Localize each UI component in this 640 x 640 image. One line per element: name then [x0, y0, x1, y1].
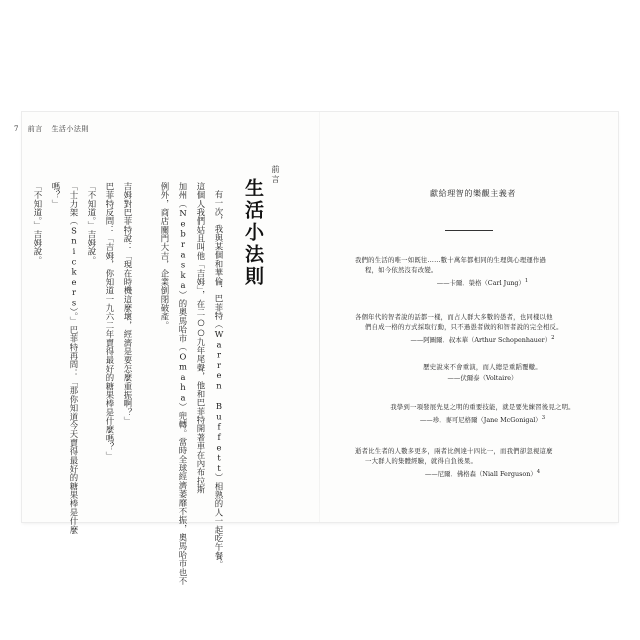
quote-line: 程，如今依然沒有改變。 — [365, 266, 438, 274]
attribution-text: ——珍．麥可尼格爾（Jane McGonigal） — [419, 416, 542, 425]
quote-line: 們自成一格的方式採取行動，只不過愚者做的和智者說的完全相反。 — [365, 323, 563, 331]
attribution-text: ——卡爾．榮格（Carl Jung） — [436, 279, 525, 288]
body-column: 巴菲特反問：「吉姆，你知道一九六二年賣得最好的糖果棒是什麼嗎？」 — [105, 182, 115, 461]
body-column: 吉姆對巴菲特說：「現在時機這麼壞，經濟是要怎麼重振啊？」 — [123, 182, 133, 426]
footnote-mark: 3 — [541, 415, 546, 421]
quote-line: 我們的生活的唯一如既往……數十萬年都相同的生理與心理運作過 — [355, 256, 547, 264]
quote-line: 我學到一項發展先見之明的重要技能，就是要先練習後見之明。 — [390, 403, 575, 411]
quote-attribution — [355, 467, 610, 479]
quote-line: 逝者比生者的人數多更多，兩者比例達十四比一，而我們卻忽視這麼 — [355, 447, 553, 455]
dedication: 獻給理智的樂觀主義者 — [430, 189, 516, 198]
attribution-text: ——尼爾．佛格森（Niall Ferguson） — [424, 470, 537, 479]
body-column: 「不知道。」吉姆說。 — [87, 182, 97, 265]
body-column: 加州（Nebraska）的奧馬哈市（Omaha）兜轉。當時全球經濟萎靡不振，奧馬哈市也不 — [178, 182, 188, 586]
body-column: 嗎？」 — [51, 182, 61, 209]
quote-line: 一大群人的集體經驗，就得自負後果。 — [365, 457, 478, 465]
book-gutter — [319, 112, 320, 522]
divider-rule — [445, 230, 493, 231]
quote-attribution — [355, 333, 610, 345]
epigraph-quote — [355, 402, 610, 425]
running-head-chapter: 生活小法則 — [51, 125, 89, 133]
running-head-section: 前言 — [27, 125, 43, 133]
quote-attribution — [355, 413, 610, 425]
quote-attribution — [355, 373, 610, 383]
attribution-text: ——伏爾泰（Voltaire） — [447, 374, 518, 382]
body-column: 有一次，我與某個和華倫．巴菲特（Warren Buffett）相熟的人一起吃午餐。 — [214, 190, 224, 569]
quote-attribution — [355, 276, 610, 288]
epigraph-quote — [355, 446, 610, 479]
chapter-title: 生活小法則 — [242, 178, 264, 288]
epigraph-quote — [355, 362, 610, 383]
attribution-text: ——阿圖爾．叔本華（Arthur Schopenhauer） — [410, 336, 552, 345]
body-column: 這個人我們姑且叫他「吉姆」，在二○○九年尾聲，他和巴菲特開著車在內布拉斯 — [196, 182, 206, 494]
running-head — [14, 124, 95, 134]
chapter-label: 前言 — [271, 165, 280, 185]
body-column: 例外，商店關門大吉，企業倒閉破產。 — [160, 182, 170, 330]
footnote-mark: 2 — [551, 335, 555, 341]
quote-line: 歷史說來不會重演，而人總是重蹈覆轍。 — [423, 363, 542, 371]
epigraph-quote — [355, 255, 610, 288]
page-number: 7 — [14, 125, 19, 133]
quote-line: 各個年代的智者說的話都一樣，而占人群大多數的愚者，也同樣以他 — [355, 313, 553, 321]
epigraph-quote — [355, 312, 610, 345]
body-column: 「士力架（Snickers）。」巴菲特再問：「那你知道今天賣得最好的糖果棒是什麼 — [69, 182, 79, 535]
footnote-mark: 4 — [536, 469, 541, 475]
footnote-mark: 1 — [524, 278, 529, 284]
body-column: 「不知道。」吉姆說。 — [33, 182, 43, 265]
